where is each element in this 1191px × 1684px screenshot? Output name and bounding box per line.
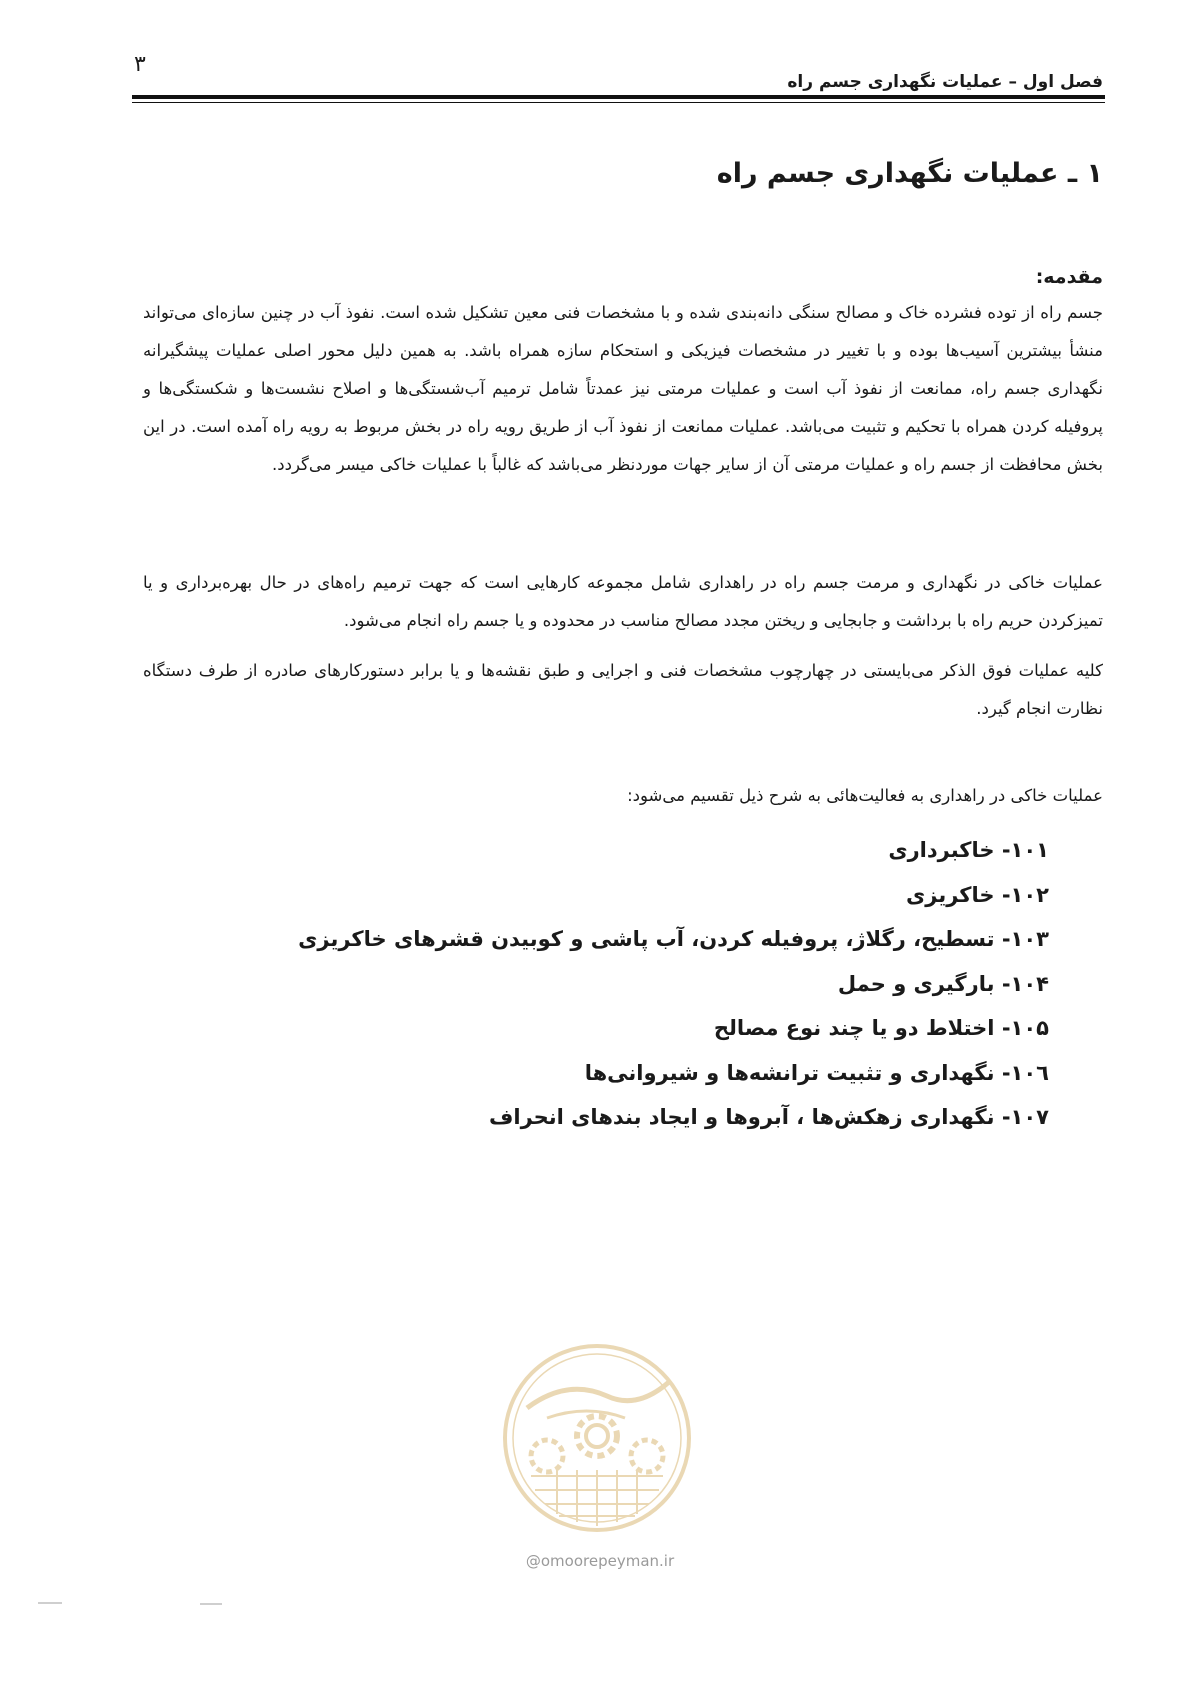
activity-item-103: ۱۰۳- تسطیح، رگلاژ، پروفیله کردن، آب پاشی و کوبیدن قشرهای خاکریزی [298,927,1049,951]
activity-item-101: ۱۰۱- خاکبرداری [888,838,1049,862]
page-number: ۳ [134,52,146,77]
earthworks-paragraph: عملیات خاکی در نگهداری و مرمت جسم راه در راهداری شامل مجموعه کارهایی است که جهت ترمیم راه‌های در حال بهره‌برداری و یا تمیزکردن حریم راه با برداشت و جابجایی و ریختن مجدد مصالح مناسب در محدوده و یا جسم راه انجام می‌شود. [143,573,1103,630]
header-rule-thick [132,95,1105,99]
watermark-url: @omoorepeyman.ir [525,1552,675,1570]
activity-item-106: ۱۰٦- نگهداری و تثبیت ترانشه‌ها و شیروانی‌ها [584,1060,1049,1085]
scan-artifact [200,1603,222,1605]
scan-artifact [38,1602,62,1604]
activity-item-102: ۱۰۲- خاکریزی [906,882,1049,907]
activity-item-105: ۱۰۵- اختلاط دو یا چند نوع مصالح [713,1016,1049,1040]
running-header: فصل اول – عملیات نگهداری جسم راه [787,72,1103,92]
section-heading: مقدمه: [1035,266,1103,288]
activity-item-107: ۱۰۷- نگهداری زهکش‌ها ، آبروها و ایجاد بندهای انحراف [489,1105,1049,1129]
activities-intro: عملیات خاکی در راهداری به فعالیت‌هائی به شرح ذیل تقسیم می‌شود: [627,786,1103,805]
activity-item-104: ۱۰۴- بارگیری و حمل [837,971,1049,996]
chapter-title: ۱ ـ عملیات نگهداری جسم راه [716,158,1103,189]
header-rule-thin [132,102,1105,103]
intro-paragraph: جسم راه از توده فشرده خاک و مصالح سنگی دانه‌بندی شده و با مشخصات فنی معین تشکیل شده است. نفوذ آب در چنین سازه‌ای می‌تواند منشأ بیشترین آسیب‌ها بوده و با تغییر در مشخصات فیزیکی و استحکام سازه همراه باشد. به همین دلیل محور اصلی عملیات پیشگیرانه نگهداری جسم راه، ممانعت از نفوذ آب است و عملیات مرمتی نیز عمدتاً شامل ترمیم آب‌شستگی‌ها و اصلاح نشست‌ها و شکستگی‌ها و پروفیله کردن همراه با تحکیم و تثبیت می‌باشد. عملیات ممانعت از نفوذ آب از طریق رویه راه در بخش مربوط به رویه راه آمده است. در این بخش محافظت از جسم راه و عملیات مرمتی آن از سایر جهات موردنظر می‌باشد که غالباً با عملیات خاکی میسر می‌گردد. [143,303,1103,474]
watermark-logo [497,1338,697,1538]
activity-list [298,828,1049,1140]
specifications-paragraph: کلیه عملیات فوق الذکر می‌بایستی در چهارچوب مشخصات فنی و اجرایی و طبق نقشه‌ها و یا برابر دستورکارهای صادره از طرف دستگاه نظارت انجام گیرد. [143,661,1103,718]
